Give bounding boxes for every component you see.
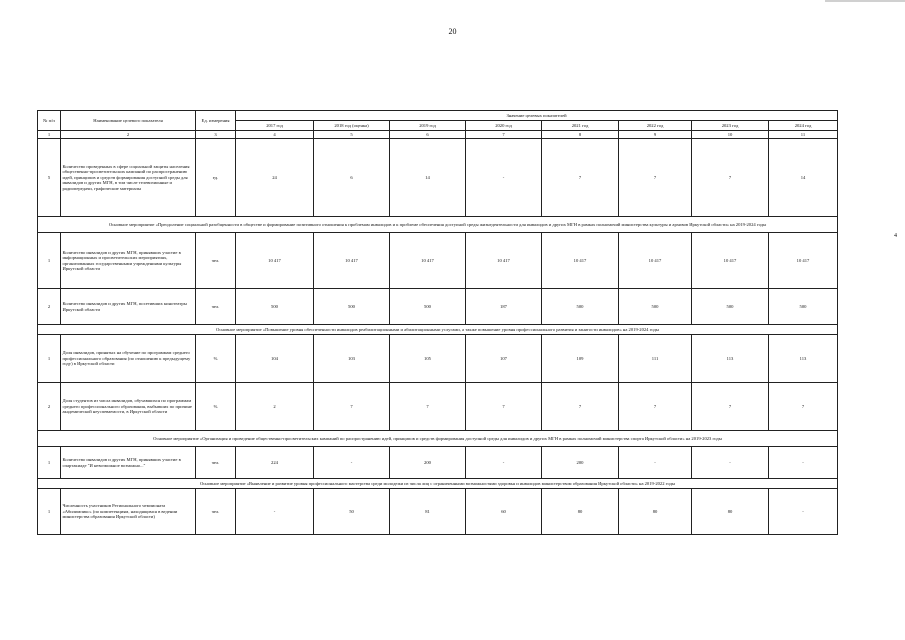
row-value: - [692, 447, 769, 479]
row-value: 187 [466, 289, 542, 325]
row-value: 113 [692, 335, 769, 383]
header-unit: Ед. измерения [196, 111, 236, 131]
row-value: 10 417 [692, 233, 769, 289]
row-value: 14 [390, 139, 466, 217]
row-name: Количество инвалидов и других МГН, посетивших кинотеатры Иркутской области [61, 289, 196, 325]
row-name: Количество инвалидов и других МГН, принявших участие в спартакиаде "И невозможное возможно..." [61, 447, 196, 479]
row-unit: % [196, 335, 236, 383]
table-row [38, 489, 838, 535]
row-value: 104 [236, 335, 314, 383]
row-value: 7 [466, 383, 542, 431]
row-value: - [769, 447, 838, 479]
row-value: 10 417 [390, 233, 466, 289]
row-value: 500 [619, 289, 692, 325]
index-cell: 1 [38, 131, 61, 139]
header-year: 2021 год [542, 121, 619, 131]
row-value: 7 [390, 383, 466, 431]
table-row [38, 383, 838, 431]
row-value: 7 [314, 383, 390, 431]
row-value: 2 [236, 383, 314, 431]
row-value: 10 417 [236, 233, 314, 289]
row-value: 24 [236, 139, 314, 217]
row-value: 105 [390, 335, 466, 383]
index-cell: 3 [196, 131, 236, 139]
header-num: № п/п [38, 111, 61, 131]
row-value: 113 [769, 335, 838, 383]
section-title: Основное мероприятие «Преодоление социальной разобщенности в обществе и формирование позитивного отношения к проблемам инвалидов и к проблеме обеспечения доступной среды жизнедеятельности для инвалидов и других МГН в рамках полномочий министерства культуры и архивов Иркутской области» на 2019-2024 годы [38, 217, 838, 233]
section-row [38, 431, 838, 447]
row-value: 6 [314, 139, 390, 217]
section-title: Основное мероприятие «Повышение уровня обеспеченности инвалидов реабилитационными и абилитационными услугами, а также повышение уровня профессионального развития и занятости инвалидов» на 2019-2024 годы [38, 325, 838, 335]
row-name: Доля инвалидов, принятых на обучение по программам среднего профессионального образования (по отношению к предыдущему году) в Иркутской области [61, 335, 196, 383]
section-row [38, 479, 838, 489]
row-num: 1 [38, 335, 61, 383]
row-value: - [314, 447, 390, 479]
header-row [38, 111, 838, 121]
section-title: Основное мероприятие «Выявление и развитие уровня профессионального мастерства среди молодежи из числа лиц с ограниченными возможностями здоровья и инвалидов министерством образования Иркутской области» на 2019-2022 годы [38, 479, 838, 489]
table-row [38, 335, 838, 383]
row-value: 107 [466, 335, 542, 383]
row-value: 10 417 [619, 233, 692, 289]
row-value: 7 [542, 383, 619, 431]
page-number: 20 [448, 27, 457, 36]
row-name: Доля студентов из числа инвалидов, обучавшихся по программам среднего профессионального образования, выбывших по причине академической неуспеваемости, в Иркутской области [61, 383, 196, 431]
index-cell: 9 [619, 131, 692, 139]
row-value: 50 [314, 489, 390, 535]
header-name: Наименование целевого показателя [61, 111, 196, 131]
index-cell: 11 [769, 131, 838, 139]
row-value: 7 [619, 139, 692, 217]
row-unit: ед. [196, 139, 236, 217]
header-year: 2020 год [466, 121, 542, 131]
row-value: 7 [692, 139, 769, 217]
index-cell: 2 [61, 131, 196, 139]
margin-mark: 4 [894, 233, 897, 239]
header-year: 2024 год [769, 121, 838, 131]
row-value: 500 [542, 289, 619, 325]
row-value: 80 [542, 489, 619, 535]
header-year: 2022 год [619, 121, 692, 131]
row-value: 500 [769, 289, 838, 325]
row-value: 500 [314, 289, 390, 325]
table-row [38, 447, 838, 479]
index-cell: 7 [466, 131, 542, 139]
indicators-table [37, 110, 838, 535]
index-cell: 10 [692, 131, 769, 139]
row-value: - [466, 139, 542, 217]
row-value: 60 [466, 489, 542, 535]
row-value: 10 417 [466, 233, 542, 289]
row-num: 2 [38, 289, 61, 325]
row-value: 109 [542, 335, 619, 383]
row-value: 7 [542, 139, 619, 217]
row-value: 500 [236, 289, 314, 325]
index-cell: 5 [314, 131, 390, 139]
row-value: - [769, 489, 838, 535]
index-cell: 6 [390, 131, 466, 139]
row-value: 7 [769, 383, 838, 431]
row-num: 1 [38, 447, 61, 479]
scan-artifact [825, 0, 905, 2]
section-row [38, 217, 838, 233]
header-year: 2018 год (оценка) [314, 121, 390, 131]
row-value: 7 [619, 383, 692, 431]
header-year: 2023 год [692, 121, 769, 131]
row-num: 1 [38, 489, 61, 535]
index-cell: 8 [542, 131, 619, 139]
row-value: - [619, 447, 692, 479]
row-unit: чел. [196, 233, 236, 289]
row-num: 2 [38, 383, 61, 431]
row-name: Количество проведенных в сфере социальной защиты населения общественно-просветительских кампаний по распространению идей, принципов и средств формирования доступной среды для инвалидов и других МГН, в том числе телевизионные и радиопередачи, графические материалы [61, 139, 196, 217]
header-year: 2019 год [390, 121, 466, 131]
index-row [38, 131, 838, 139]
row-value: 10 417 [542, 233, 619, 289]
row-value: 103 [314, 335, 390, 383]
row-value: 111 [619, 335, 692, 383]
row-value: 200 [390, 447, 466, 479]
table-row [38, 289, 838, 325]
row-unit: % [196, 383, 236, 431]
row-value: 14 [769, 139, 838, 217]
row-name: Количество инвалидов и других МГН, принявших участие в информационных и просветительских мероприятиях, организованных государственными учреждениями культуры Иркутской области [61, 233, 196, 289]
row-value: 80 [619, 489, 692, 535]
row-value: 10 417 [314, 233, 390, 289]
header-values-title: Значение целевых показателей [236, 111, 838, 121]
row-value: 500 [692, 289, 769, 325]
row-value: - [236, 489, 314, 535]
row-unit: чел. [196, 289, 236, 325]
section-row [38, 325, 838, 335]
row-value: - [466, 447, 542, 479]
section-title: Основное мероприятие «Организация и проведение общественно-просветительских кампаний по распространению идей, принципов и средств формирования доступной среды для инвалидов и других МГН в рамках полномочий министерства спорта Иркутской области» на 2019-2023 годы [38, 431, 838, 447]
row-num: 5 [38, 139, 61, 217]
row-value: 224 [236, 447, 314, 479]
row-unit: чел. [196, 489, 236, 535]
row-value: 500 [390, 289, 466, 325]
row-num: 1 [38, 233, 61, 289]
index-cell: 4 [236, 131, 314, 139]
table-row [38, 139, 838, 217]
row-value: 7 [692, 383, 769, 431]
row-value: 200 [542, 447, 619, 479]
row-value: 81 [390, 489, 466, 535]
header-year: 2017 год [236, 121, 314, 131]
table-row [38, 233, 838, 289]
row-unit: чел. [196, 447, 236, 479]
row-value: 10 417 [769, 233, 838, 289]
row-name: Численность участников Регионального чемпионата «Абилимпикс» (по компетенциям, находящимся в ведении министерства образования Иркутской области) [61, 489, 196, 535]
row-value: 80 [692, 489, 769, 535]
